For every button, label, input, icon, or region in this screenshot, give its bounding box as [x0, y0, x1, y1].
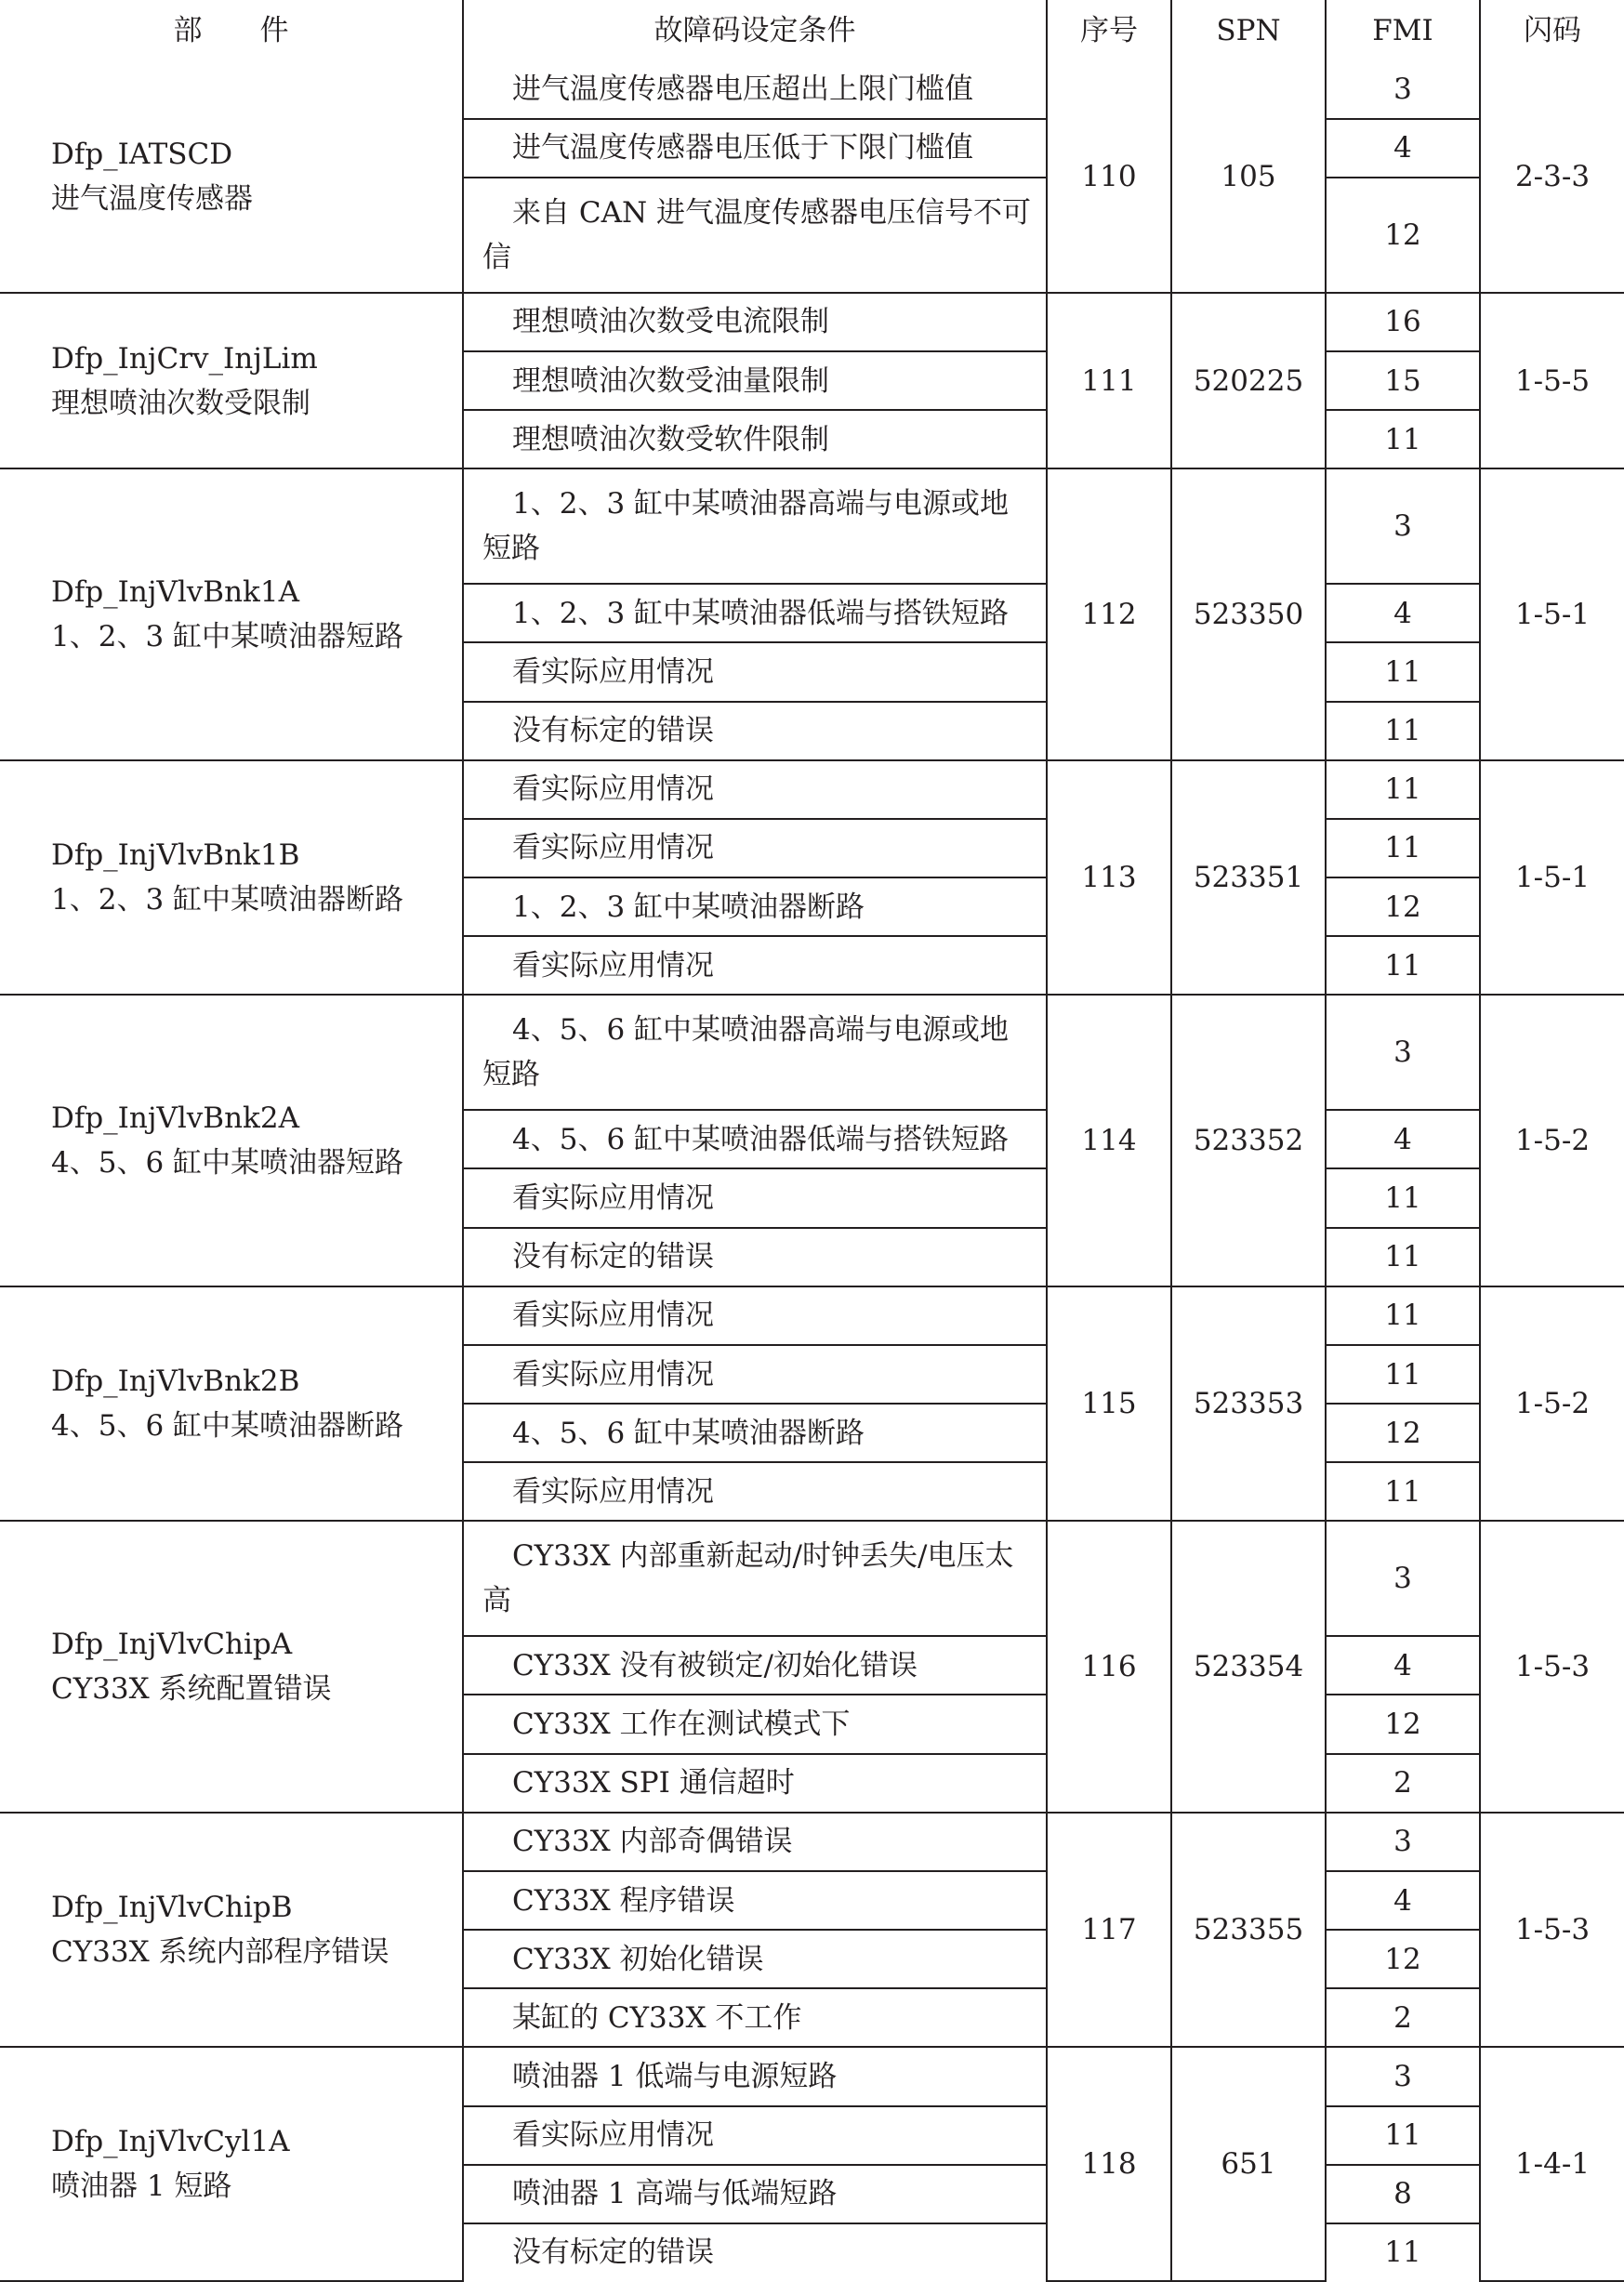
spn-cell: 105: [1171, 61, 1326, 293]
table-header-row: [0, 0, 1624, 61]
condition-cell: 没有标定的错误: [463, 2223, 1047, 2281]
fmi-cell: 3: [1326, 61, 1480, 119]
spn-cell: 523353: [1171, 1286, 1326, 1522]
condition-cell: CY33X 内部奇偶错误: [463, 1813, 1047, 1871]
fmi-cell: 11: [1326, 1168, 1480, 1227]
header-condition: 故障码设定条件: [463, 0, 1047, 61]
condition-cell: CY33X 程序错误: [463, 1871, 1047, 1930]
condition-cell: 4、5、6 缸中某喷油器低端与搭铁短路: [463, 1110, 1047, 1168]
component-cell: [0, 995, 463, 1286]
table-row: [0, 61, 1624, 119]
fmi-cell: 11: [1326, 2106, 1480, 2165]
condition-cell: 看实际应用情况: [463, 936, 1047, 995]
condition-cell: 来自 CAN 进气温度传感器电压信号不可信: [463, 178, 1047, 293]
seq-cell: 110: [1047, 61, 1171, 293]
fmi-cell: 12: [1326, 1404, 1480, 1462]
table-row: [0, 995, 1624, 1110]
fmi-cell: 12: [1326, 1695, 1480, 1753]
component-cell: [0, 760, 463, 996]
seq-cell: 114: [1047, 995, 1171, 1286]
component-code: Dfp_InjVlvBnk1B: [51, 838, 300, 873]
seq-cell: 115: [1047, 1286, 1171, 1522]
fmi-cell: 3: [1326, 1813, 1480, 1871]
fmi-cell: 11: [1326, 819, 1480, 877]
component-cell: [0, 1286, 463, 1522]
condition-cell: 看实际应用情况: [463, 642, 1047, 701]
condition-cell: 没有标定的错误: [463, 702, 1047, 760]
condition-cell: 看实际应用情况: [463, 760, 1047, 819]
table-row: [0, 293, 1624, 351]
condition-cell: 4、5、6 缸中某喷油器断路: [463, 1404, 1047, 1462]
flash-code-cell: 1-5-5: [1480, 293, 1624, 469]
fmi-cell: 4: [1326, 584, 1480, 642]
condition-cell: 理想喷油次数受油量限制: [463, 351, 1047, 410]
component-code: Dfp_InjVlvCyl1A: [51, 2125, 290, 2159]
component-cell: [0, 1813, 463, 2048]
fmi-cell: 16: [1326, 293, 1480, 351]
header-flash-code: 闪码: [1480, 0, 1624, 61]
condition-cell: 理想喷油次数受软件限制: [463, 410, 1047, 468]
component-name: 4、5、6 缸中某喷油器短路: [51, 1146, 404, 1181]
condition-cell: CY33X SPI 通信超时: [463, 1754, 1047, 1813]
table-row: [0, 2047, 1624, 2105]
condition-cell: 看实际应用情况: [463, 819, 1047, 877]
component-code: Dfp_InjVlvBnk2A: [51, 1101, 299, 1136]
flash-code-cell: 1-5-2: [1480, 1286, 1624, 1522]
fmi-cell: 12: [1326, 1930, 1480, 1988]
fmi-cell: 4: [1326, 1110, 1480, 1168]
component-name: 喷油器 1 短路: [51, 2170, 232, 2204]
flash-code-cell: 1-5-1: [1480, 468, 1624, 759]
fmi-cell: 11: [1326, 410, 1480, 468]
component-cell: [0, 293, 463, 469]
seq-cell: 113: [1047, 760, 1171, 996]
component-code: Dfp_IATSCD: [51, 137, 233, 171]
header-seq: 序号: [1047, 0, 1171, 61]
condition-cell: CY33X 工作在测试模式下: [463, 1695, 1047, 1753]
component-code: Dfp_InjVlvBnk2B: [51, 1365, 300, 1399]
component-code: Dfp_InjVlvBnk1A: [51, 575, 299, 610]
seq-cell: 116: [1047, 1521, 1171, 1812]
fmi-cell: 11: [1326, 1286, 1480, 1345]
fmi-cell: 11: [1326, 702, 1480, 760]
seq-cell: 118: [1047, 2047, 1171, 2281]
fmi-cell: 11: [1326, 2223, 1480, 2281]
fmi-cell: 11: [1326, 1228, 1480, 1286]
seq-cell: 112: [1047, 468, 1171, 759]
fmi-cell: 11: [1326, 936, 1480, 995]
flash-code-cell: 1-5-3: [1480, 1521, 1624, 1812]
component-name: 1、2、3 缸中某喷油器短路: [51, 620, 404, 654]
condition-cell: 1、2、3 缸中某喷油器低端与搭铁短路: [463, 584, 1047, 642]
component-name: 进气温度传感器: [51, 181, 253, 216]
component-code: Dfp_InjCrv_InjLim: [51, 341, 318, 376]
flash-code-cell: 1-4-1: [1480, 2047, 1624, 2281]
fmi-cell: 11: [1326, 1462, 1480, 1521]
fmi-cell: 8: [1326, 2165, 1480, 2223]
fmi-cell: 11: [1326, 1345, 1480, 1404]
fmi-cell: 11: [1326, 760, 1480, 819]
fmi-cell: 4: [1326, 1871, 1480, 1930]
component-cell: [0, 2047, 463, 2281]
spn-cell: 523352: [1171, 995, 1326, 1286]
table-row: [0, 760, 1624, 819]
header-fmi: FMI: [1326, 0, 1480, 61]
fmi-cell: 2: [1326, 1754, 1480, 1813]
condition-cell: CY33X 没有被锁定/初始化错误: [463, 1636, 1047, 1695]
spn-cell: 523350: [1171, 468, 1326, 759]
condition-cell: 4、5、6 缸中某喷油器高端与电源或地短路: [463, 995, 1047, 1110]
header-spn: SPN: [1171, 0, 1326, 61]
fmi-cell: 2: [1326, 1988, 1480, 2047]
flash-code-cell: 1-5-3: [1480, 1813, 1624, 2048]
fmi-cell: 3: [1326, 995, 1480, 1110]
spn-cell: 651: [1171, 2047, 1326, 2281]
condition-cell: 理想喷油次数受电流限制: [463, 293, 1047, 351]
component-cell: [0, 61, 463, 293]
fmi-cell: 4: [1326, 119, 1480, 178]
table-row: [0, 1521, 1624, 1636]
condition-cell: 看实际应用情况: [463, 1168, 1047, 1227]
component-cell: [0, 1521, 463, 1812]
condition-cell: 看实际应用情况: [463, 1345, 1047, 1404]
seq-cell: 111: [1047, 293, 1171, 469]
fmi-cell: 3: [1326, 468, 1480, 584]
condition-cell: CY33X 初始化错误: [463, 1930, 1047, 1988]
table-row: [0, 468, 1624, 584]
spn-cell: 523354: [1171, 1521, 1326, 1812]
header-component: 部 件: [0, 0, 463, 61]
condition-cell: 进气温度传感器电压低于下限门槛值: [463, 119, 1047, 178]
condition-cell: 1、2、3 缸中某喷油器高端与电源或地短路: [463, 468, 1047, 584]
flash-code-cell: 2-3-3: [1480, 61, 1624, 293]
fmi-cell: 12: [1326, 178, 1480, 293]
fmi-cell: 15: [1326, 351, 1480, 410]
table-row: [0, 1813, 1624, 1871]
condition-cell: CY33X 内部重新起动/时钟丢失/电压太高: [463, 1521, 1047, 1636]
fmi-cell: 3: [1326, 1521, 1480, 1636]
component-code: Dfp_InjVlvChipA: [51, 1628, 293, 1662]
condition-cell: 看实际应用情况: [463, 1286, 1047, 1345]
condition-cell: 看实际应用情况: [463, 2106, 1047, 2165]
table-row: [0, 1286, 1624, 1345]
flash-code-cell: 1-5-1: [1480, 760, 1624, 996]
condition-cell: 看实际应用情况: [463, 1462, 1047, 1521]
component-cell: [0, 468, 463, 759]
component-name: CY33X 系统内部程序错误: [51, 1935, 389, 1970]
fmi-cell: 3: [1326, 2047, 1480, 2105]
condition-cell: 没有标定的错误: [463, 1228, 1047, 1286]
condition-cell: 1、2、3 缸中某喷油器断路: [463, 877, 1047, 936]
component-code: Dfp_InjVlvChipB: [51, 1891, 293, 1925]
spn-cell: 520225: [1171, 293, 1326, 469]
fmi-cell: 12: [1326, 877, 1480, 936]
spn-cell: 523351: [1171, 760, 1326, 996]
flash-code-cell: 1-5-2: [1480, 995, 1624, 1286]
component-name: 1、2、3 缸中某喷油器断路: [51, 883, 404, 917]
component-name: 4、5、6 缸中某喷油器断路: [51, 1409, 404, 1444]
condition-cell: 某缸的 CY33X 不工作: [463, 1988, 1047, 2047]
fmi-cell: 11: [1326, 642, 1480, 701]
component-name: 理想喷油次数受限制: [51, 386, 310, 420]
condition-cell: 进气温度传感器电压超出上限门槛值: [463, 61, 1047, 119]
fmi-cell: 4: [1326, 1636, 1480, 1695]
condition-cell: 喷油器 1 高端与低端短路: [463, 2165, 1047, 2223]
seq-cell: 117: [1047, 1813, 1171, 2048]
condition-cell: 喷油器 1 低端与电源短路: [463, 2047, 1047, 2105]
component-name: CY33X 系统配置错误: [51, 1672, 332, 1707]
spn-cell: 523355: [1171, 1813, 1326, 2048]
